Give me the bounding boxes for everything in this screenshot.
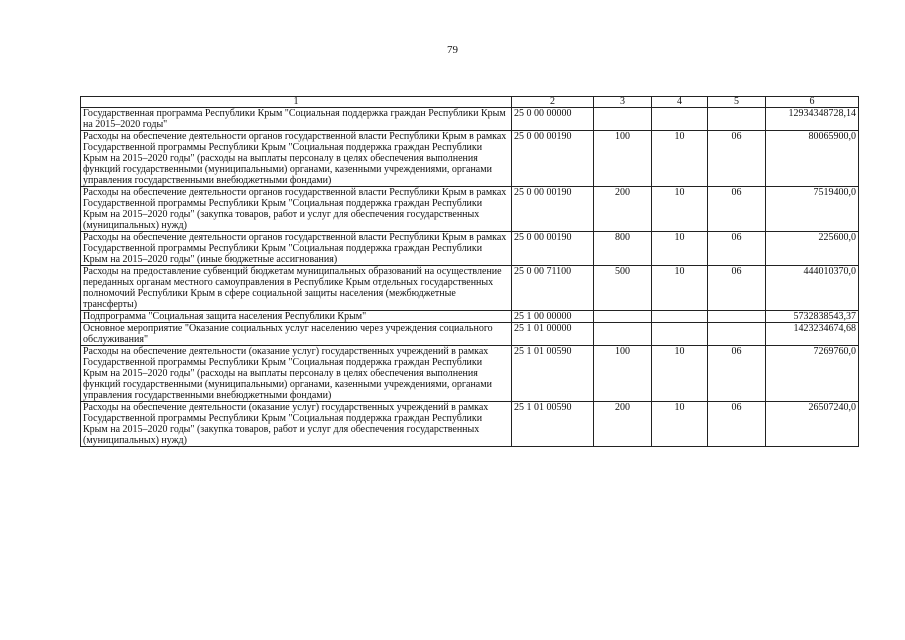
row-expense-type: 800 bbox=[594, 232, 652, 266]
row-code: 25 0 00 00190 bbox=[512, 187, 594, 232]
row-subsection: 06 bbox=[708, 131, 766, 187]
row-subsection: 06 bbox=[708, 232, 766, 266]
table-row bbox=[81, 131, 859, 187]
header-col-1: 1 bbox=[81, 97, 512, 108]
row-expense-type: 100 bbox=[594, 131, 652, 187]
row-description: Государственная программа Республики Крым "Социальная поддержка граждан Республики Крым на 2015–2020 годы" bbox=[81, 108, 512, 131]
row-subsection bbox=[708, 108, 766, 131]
table-header-row bbox=[81, 97, 859, 108]
row-description: Расходы на обеспечение деятельности органов государственной власти Республики Крым в рамках Государственной программы Республики Крым "Социальная поддержка граждан Республики Крым на 2015–2020 годы" (закупка товаров, работ и услуг для обеспечения государственных (муниципальных) нужд) bbox=[81, 187, 512, 232]
row-code: 25 0 00 71100 bbox=[512, 266, 594, 311]
row-section bbox=[652, 108, 708, 131]
row-section: 10 bbox=[652, 187, 708, 232]
header-col-2: 2 bbox=[512, 97, 594, 108]
row-amount: 80065900,0 bbox=[766, 131, 859, 187]
table-row bbox=[81, 187, 859, 232]
row-section: 10 bbox=[652, 346, 708, 402]
row-amount: 7269760,0 bbox=[766, 346, 859, 402]
table-row bbox=[81, 311, 859, 323]
row-description: Расходы на обеспечение деятельности органов государственной власти Республики Крым в рамках Государственной программы Республики Крым "Социальная поддержка граждан Республики Крым на 2015–2020 годы" (иные бюджетные ассигнования) bbox=[81, 232, 512, 266]
row-amount: 7519400,0 bbox=[766, 187, 859, 232]
row-section: 10 bbox=[652, 266, 708, 311]
table-row bbox=[81, 323, 859, 346]
row-expense-type bbox=[594, 323, 652, 346]
row-code: 25 1 00 00000 bbox=[512, 311, 594, 323]
header-col-3: 3 bbox=[594, 97, 652, 108]
row-amount: 5732838543,37 bbox=[766, 311, 859, 323]
row-subsection: 06 bbox=[708, 346, 766, 402]
header-col-4: 4 bbox=[652, 97, 708, 108]
row-amount: 225600,0 bbox=[766, 232, 859, 266]
row-amount: 444010370,0 bbox=[766, 266, 859, 311]
row-expense-type: 200 bbox=[594, 402, 652, 447]
row-subsection: 06 bbox=[708, 187, 766, 232]
row-amount: 1423234674,68 bbox=[766, 323, 859, 346]
row-code: 25 0 00 00000 bbox=[512, 108, 594, 131]
row-code: 25 0 00 00190 bbox=[512, 232, 594, 266]
row-section: 10 bbox=[652, 402, 708, 447]
page-number: 79 bbox=[447, 44, 458, 56]
row-section: 10 bbox=[652, 232, 708, 266]
row-description: Расходы на обеспечение деятельности органов государственной власти Республики Крым в рамках Государственной программы Республики Крым "Социальная поддержка граждан Республики Крым на 2015–2020 годы" (расходы на выплаты персоналу в целях обеспечения выполнения функций государственными (муниципальными) органами, казенными учреждениями, органами управления государственными внебюджетными фондами) bbox=[81, 131, 512, 187]
row-description: Подпрограмма "Социальная защита населения Республики Крым" bbox=[81, 311, 512, 323]
row-expense-type: 200 bbox=[594, 187, 652, 232]
row-section bbox=[652, 311, 708, 323]
header-col-5: 5 bbox=[708, 97, 766, 108]
row-expense-type bbox=[594, 311, 652, 323]
header-col-6: 6 bbox=[766, 97, 859, 108]
table-row bbox=[81, 108, 859, 131]
row-subsection: 06 bbox=[708, 402, 766, 447]
row-subsection: 06 bbox=[708, 266, 766, 311]
row-amount: 12934348728,14 bbox=[766, 108, 859, 131]
row-description: Расходы на предоставление субвенций бюджетам муниципальных образований на осуществление переданных органам местного самоуправления в Республике Крым отдельных государственных полномочий Республики Крым в сфере социальной защиты населения (межбюджетные трансферты) bbox=[81, 266, 512, 311]
row-description: Основное мероприятие "Оказание социальных услуг населению через учреждения социального обслуживания" bbox=[81, 323, 512, 346]
row-subsection bbox=[708, 311, 766, 323]
budget-table bbox=[80, 96, 859, 447]
row-code: 25 1 01 00590 bbox=[512, 346, 594, 402]
row-code: 25 1 01 00590 bbox=[512, 402, 594, 447]
row-section: 10 bbox=[652, 131, 708, 187]
row-code: 25 1 01 00000 bbox=[512, 323, 594, 346]
table-row bbox=[81, 266, 859, 311]
table-row bbox=[81, 346, 859, 402]
row-section bbox=[652, 323, 708, 346]
table-row bbox=[81, 402, 859, 447]
row-expense-type: 500 bbox=[594, 266, 652, 311]
row-subsection bbox=[708, 323, 766, 346]
row-description: Расходы на обеспечение деятельности (оказание услуг) государственных учреждений в рамках Государственной программы Республики Крым "Социальная поддержка граждан Республики Крым на 2015–2020 годы" (закупка товаров, работ и услуг для обеспечения государственных (муниципальных) нужд) bbox=[81, 402, 512, 447]
table-row bbox=[81, 232, 859, 266]
row-expense-type: 100 bbox=[594, 346, 652, 402]
row-amount: 26507240,0 bbox=[766, 402, 859, 447]
row-expense-type bbox=[594, 108, 652, 131]
row-description: Расходы на обеспечение деятельности (оказание услуг) государственных учреждений в рамках Государственной программы Республики Крым "Социальная поддержка граждан Республики Крым на 2015–2020 годы" (расходы на выплаты персоналу в целях обеспечения выполнения функций государственными (муниципальными) органами, казенными учреждениями, органами управления государственными внебюджетными фондами) bbox=[81, 346, 512, 402]
row-code: 25 0 00 00190 bbox=[512, 131, 594, 187]
